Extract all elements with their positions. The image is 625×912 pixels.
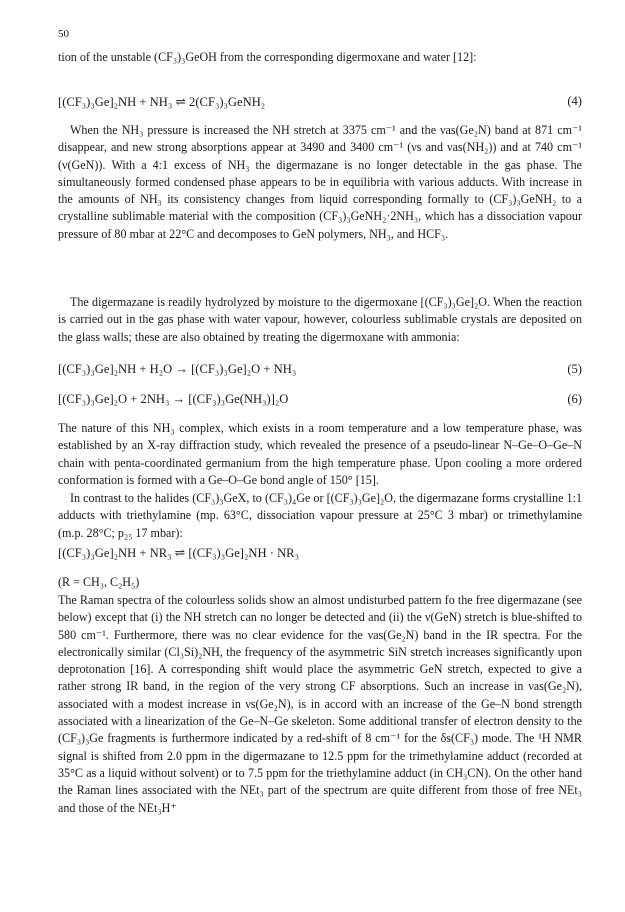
- equation-formula: [(CF₃)₃Ge]₂NH + NH₃ ⇌ 2(CF₃)₃GeNH₂: [58, 95, 266, 109]
- equation-4: [58, 94, 582, 114]
- r-definition: (R = CH₃, C₂H₅): [58, 575, 140, 589]
- equation-amine-adduct: [58, 545, 582, 565]
- equation-5: [58, 362, 582, 382]
- equation-formula: [(CF₃)₃Ge]₂NH + H₂O → [(CF₃)₃Ge]₂O + NH₃: [58, 362, 297, 376]
- paragraph-raman-spectra: The Raman spectra of the colourless solids show an almost undisturbed pattern fo the free digermazane (see below) except that (i) the NH stretch can no longer be detected and (ii) the ν(GeN) stretch is blue-shifted to 580 cm⁻¹. Furthermore, there was no clear evidence for the νas(Ge₂N) band in the IR spectra. For the electronically similar (Cl₃Si)₂NH, the frequency of the asymmetric SiN stretch increases significantly upon deprotonation [16]. A corresponding shift would place the asymmetric GeN stretch, expected to give a rather strong IR band, in the region of the very strong CF absorptions. Such an increase in νas(Ge₂N), associated with a modest increase in νs(Ge₂N), is in accord with an increase of the Ge–N bond strength associated with a linearization of the Ge–N–Ge skeleton. Some additional transfer of electron density to the (CF₃)₃Ge fragments is furthermore indicated by a red-shift of 8 cm⁻¹ for the δs(CF₃) mode. The ¹H NMR signal is shifted from 2.0 ppm in the digermazane to 12.5 ppm for the trimethylamine adduct (recorded at 35°C as a liquid without solvent) or to 7.5 ppm for the triethylamine adduct (in CH₃CN). On the other hand the Raman lines associated with the NEt₃ part of the spectrum are quite different from those of free NEt₃ and those of the NEt₃H⁺: [58, 593, 582, 815]
- equation-number: (4): [567, 94, 582, 108]
- paragraph-amine-adducts: In contrast to the halides (CF₃)₃GeX, to (CF₃)₄Ge or [(CF₃)₃Ge]₂O, the digermazane forms crystalline 1:1 adducts with triethylamine (mp. 63°C, dissociation vapour pressure at 25°C 3 mbar) or trimethylamine (m.p. 28°C; p₂₅ 17 mbar):: [58, 491, 582, 540]
- equation-6: [58, 392, 582, 412]
- paragraph-nh3-complex: The nature of this NH₃ complex, which exists in a room temperature and a low temperature phase, was established by an X-ray diffraction study, which revealed the presence of a pseudo-linear N–Ge–O–Ge–N chain with penta-coordinated germanium from the high temperature phase. Upon cooling a more ordered conformation is formed with a Ge–O–Ge bond angle of 150° [15].: [58, 421, 582, 487]
- equation-formula: [(CF₃)₃Ge]₂O + 2NH₃ → [(CF₃)₃Ge(NH₃)]₂O: [58, 392, 289, 406]
- paragraph-hydrolysis: The digermazane is readily hydrolyzed by moisture to the digermoxane [(CF₃)₃Ge]₂O. When the reaction is carried out in the gas phase with water vapour, however, colourless sublimable crystals are deposited on the glass walls; these are also obtained by treating the digermoxane with ammonia:: [58, 295, 582, 344]
- paragraph-ammonia-pressure: When the NH₃ pressure is increased the NH stretch at 3375 cm⁻¹ and the νas(Ge₂N) band at 871 cm⁻¹ disappear, and new strong absorptions appear at 3490 and 3400 cm⁻¹ (νs and νas(NH₂)) and at 740 cm⁻¹ (ν(GeN)). With a 4:1 excess of NH₃ the digermazane is no longer detectable in the gas phase. The simultaneously formed condensed phase appears to be in equilibria with various adducts. With increase in the amounts of NH₃ its consistency changes from liquid corresponding formally to (CF₃)₃GeNH₂ to a crystalline sublimable material with the composition (CF₃)₃GeNH₂·2NH₃, which has a dissociation vapour pressure of 80 mbar at 22°C and decomposes to GeN polymers, NH₃, and HCF₃.: [58, 123, 582, 241]
- page-number: 50: [58, 28, 69, 40]
- equation-number: (6): [567, 392, 582, 406]
- equation-formula: [(CF₃)₃Ge]₂NH + NR₃ ⇌ [(CF₃)₃Ge]₂NH · NR₃: [58, 546, 299, 560]
- paragraph-continuation: tion of the unstable (CF₃)₃GeOH from the corresponding digermoxane and water [12]:: [58, 50, 477, 64]
- equation-number: (5): [567, 362, 582, 376]
